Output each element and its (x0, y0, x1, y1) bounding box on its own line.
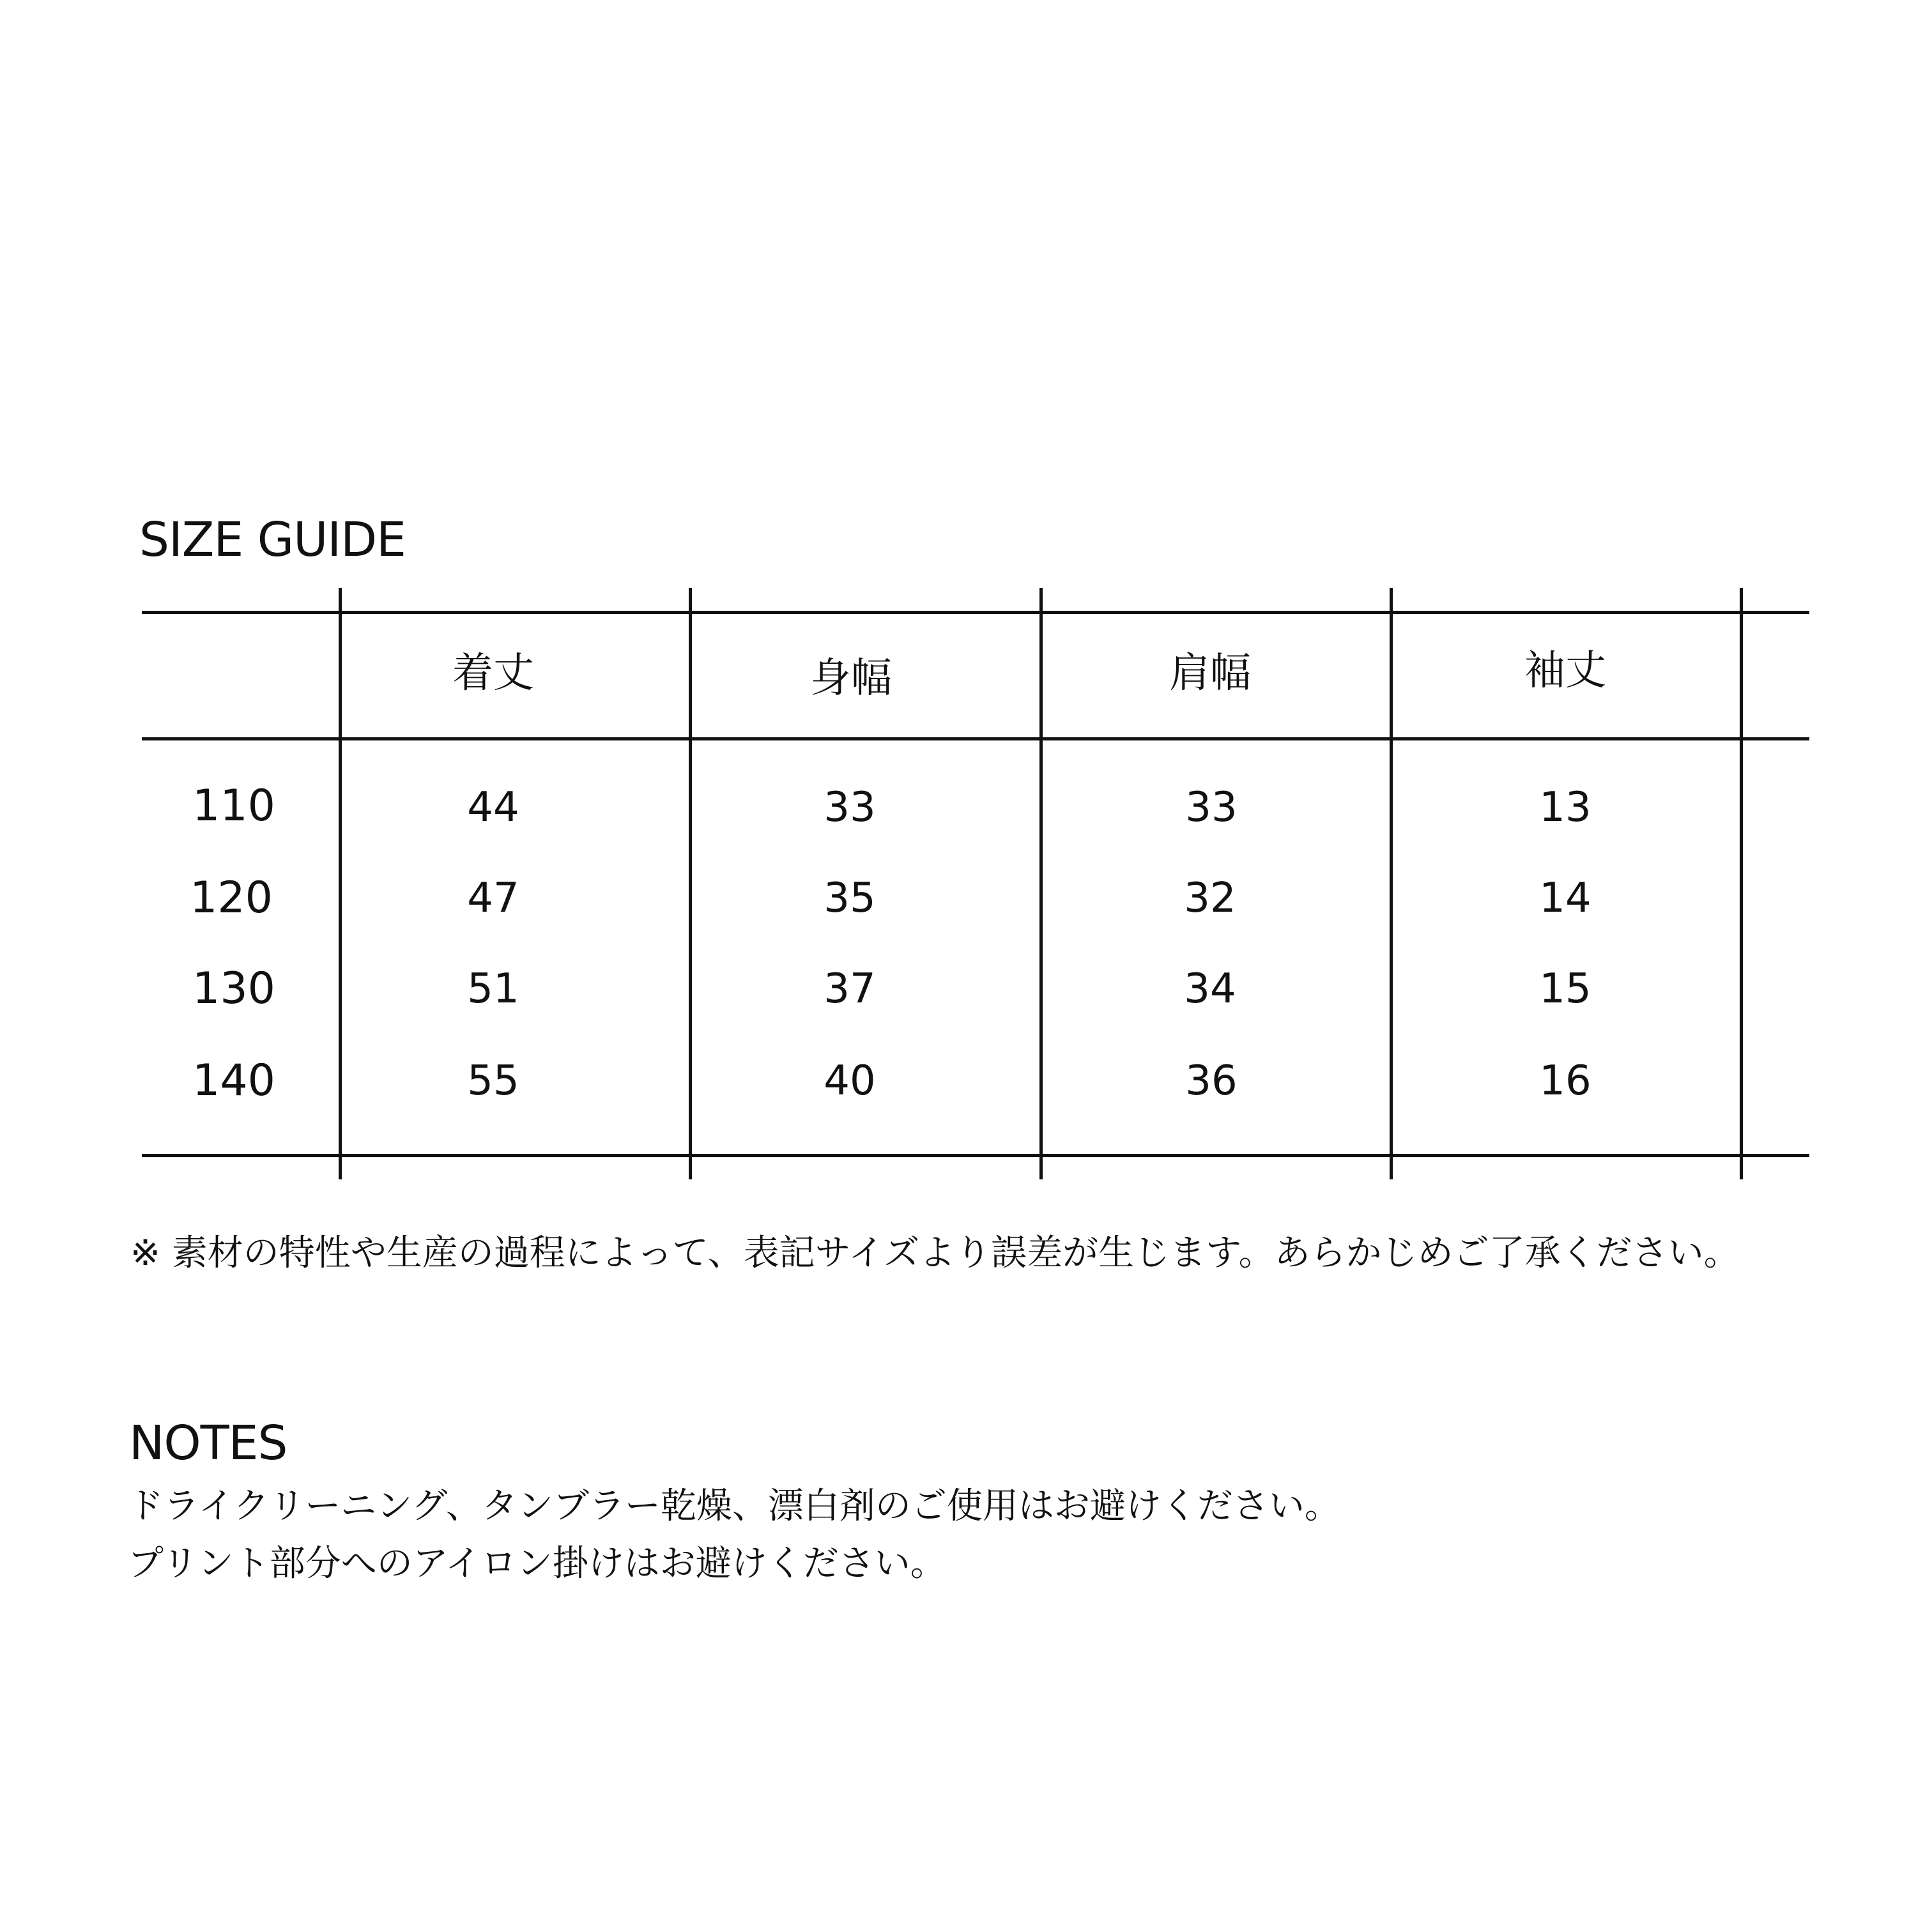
size-label: 140 (192, 1055, 275, 1106)
table-cell: 13 (1539, 784, 1591, 831)
table-cell: 34 (1184, 965, 1236, 1013)
table-cell: 14 (1539, 875, 1591, 922)
table-column-rule (1740, 588, 1743, 1179)
table-cell: 33 (1185, 784, 1238, 831)
column-header-body-width: 身幅 (810, 655, 892, 702)
size-disclaimer: ※ 素材の特性や生産の過程によって、表記サイズより誤差が生じます。あらかじめご了承ください。 (130, 1232, 1740, 1274)
size-label: 110 (192, 781, 275, 831)
table-column-rule (689, 588, 692, 1179)
table-column-rule (1390, 588, 1393, 1179)
table-cell: 32 (1184, 875, 1236, 922)
table-cell: 55 (467, 1057, 519, 1105)
table-cell: 35 (824, 875, 876, 922)
column-header-shoulder-width: 肩幅 (1169, 650, 1251, 697)
table-bottom-rule (142, 1154, 1809, 1157)
table-cell: 33 (824, 784, 876, 831)
table-header-rule (142, 737, 1809, 740)
size-guide-title: SIZE GUIDE (139, 512, 406, 567)
column-header-length: 着丈 (452, 650, 534, 697)
size-label: 120 (190, 873, 273, 923)
table-cell: 16 (1539, 1057, 1591, 1105)
table-top-rule (142, 611, 1809, 614)
table-cell: 15 (1539, 965, 1591, 1013)
table-cell: 44 (467, 784, 519, 831)
table-cell: 47 (467, 875, 519, 922)
table-cell: 51 (467, 965, 519, 1013)
table-cell: 36 (1185, 1057, 1238, 1105)
care-note: プリント部分へのアイロン掛けはお避けください。 (128, 1543, 946, 1584)
care-note: ドライクリーニング、タンブラー乾燥、漂白剤のご使用はお避けください。 (128, 1485, 1340, 1527)
notes-title: NOTES (129, 1416, 288, 1471)
column-header-sleeve-length: 袖丈 (1524, 647, 1606, 694)
table-cell: 40 (824, 1057, 876, 1105)
size-label: 130 (192, 963, 275, 1014)
table-cell: 37 (824, 965, 876, 1013)
table-column-rule (1039, 588, 1043, 1179)
